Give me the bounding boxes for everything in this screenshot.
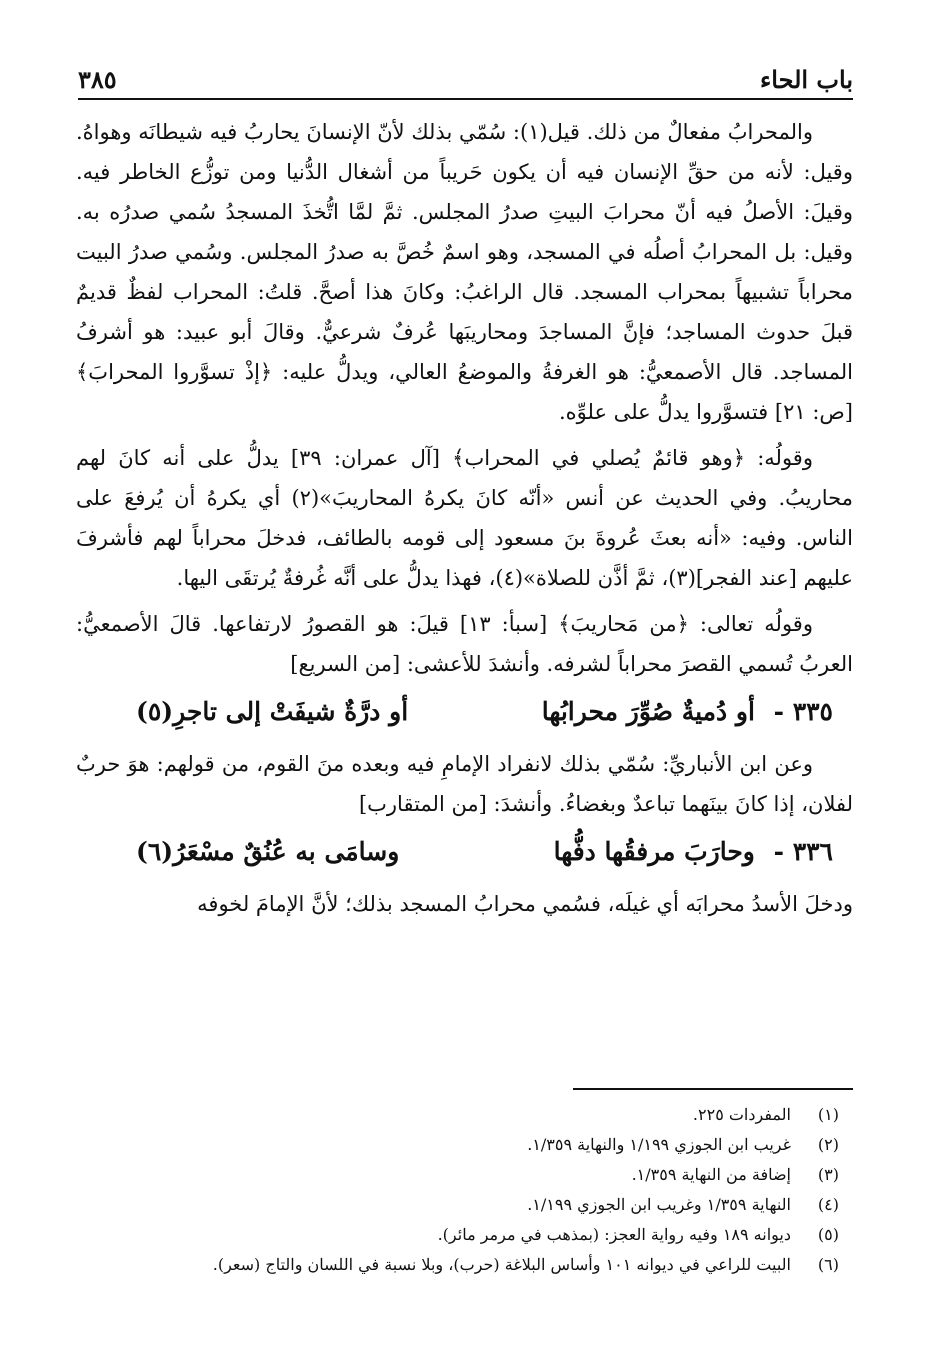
footnote-text: ديوانه ١٨٩ وفيه رواية العجز: (بمذهب في مرمر مائر). <box>437 1225 791 1244</box>
footnote-text: المفردات ٢٢٥. <box>692 1105 791 1124</box>
footnote-divider <box>573 1088 853 1090</box>
footnote-number: (٥) <box>817 1225 839 1244</box>
chapter-title: باب الحاء <box>759 65 853 94</box>
verse-number: ٣٣٦ - <box>773 837 833 866</box>
paragraph: ودخلَ الأسدُ محرابَه أي غيلَه، فسُمي محرابُ المسجد بذلك؛ لأنَّ الإمامَ لخوفه <box>197 892 853 916</box>
footnote-number: (٤) <box>817 1195 839 1214</box>
verse-336 <box>136 830 833 874</box>
footnotes <box>90 1100 839 1280</box>
footnote-text: البيت للراعي في ديوانه ١٠١ وأساس البلاغة (حرب)، وبلا نسبة في اللسان والتاج (سعر). <box>212 1255 791 1274</box>
verse-first-half: ٣٣٦ - وحارَبَ مرفقُها دفُّها <box>553 837 833 866</box>
footnote <box>90 1100 839 1130</box>
verse-335 <box>136 690 833 734</box>
paragraph: والمحرابُ مفعالٌ من ذلك. قيل(١): سُمّي بذلك لأنّ الإنسانَ يحاربُ فيه شيطانَه وهواهُ. وقيل: لأنه من حقِّ الإنسان فيه أن يكون حَريباً من أشغال الدُّنيا ومن توزُّع الخاطر فيه. وقيلَ: الأصلُ فيه أنّ محرابَ البيتِ صدرُ المجلس. ثمَّ لمَّا اتُّخذَ المسجدُ سُمي صدرُه به. وقيل: بل المحرابُ أصلُه في المسجد، وهو اسمٌ خُصَّ به صدرُ المجلس. وسُمي صدرُ البيت محراباً تشبيهاً بمحراب المسجد. قال الراغبُ: وكانَ هذا أصحَّ. قلتُ: المحراب لفظٌ قديمٌ قبلَ حدوث المساجد؛ فإنَّ المساجدَ ومحاريبَها عُرفٌ شرعيٌّ. وقالَ أبو عبيد: هو أشرفُ المساجد. قال الأصمعيُّ: هو الغرفةُ والموضعُ العالي، ويدلُّ عليه: ﴿إذْ تسوَّروا المحرابَ﴾ [ص: ٢١] فتسوَّروا يدلُّ على علوِّه. <box>76 120 853 424</box>
page-number: ٣٨٥ <box>78 65 117 94</box>
paragraph: وقولُه: ﴿وهو قائمٌ يُصلي في المحراب﴾ [آل عمران: ٣٩] يدلُّ على أنه كانَ لهم محاريبُ. وفي الحديث عن أنس «أنّه كانَ يكرهُ المحاريبَ»(٢) أي يكرهُ أن يُرفعَ على الناس. وفيه: «أنه بعثَ عُروةَ بنَ مسعود إلى قومه بالطائف، فدخلَ محراباً لهم فأشرفَ عليهم [عند الفجر](٣)، ثمَّ أذَّن للصلاة»(٤)، فهذا يدلُّ على أنَّه غُرفةٌ يُرتقَى اليها. <box>76 446 853 590</box>
footnote-number: (٢) <box>817 1135 839 1154</box>
footnote-text: غريب ابن الجوزي ١/١٩٩ والنهاية ١/٣٥٩. <box>527 1135 791 1154</box>
footnote <box>90 1160 839 1190</box>
verse-first-half: ٣٣٥ - أو دُميةٌ صُوِّرَ محرابُها <box>541 697 833 726</box>
main-text <box>76 112 853 930</box>
verse-second-half: وسامَى به عُنُقٌ مسْعَرُ(٦) <box>136 837 400 866</box>
footnote <box>90 1130 839 1160</box>
verse-second-half: أو درَّةٌ شيفَتْ إلى تاجرِ(٥) <box>136 697 409 726</box>
paragraph: وعن ابن الأنباريِّ: سُمّي بذلك لانفراد الإمامِ فيه وبعده منَ القوم، من قولهم: هوَ حربٌ لفلان، إذا كانَ بينَهما تباعدٌ وبغضاءُ. وأنشدَ: [من المتقارب] <box>76 752 853 816</box>
footnote-number: (٣) <box>817 1165 839 1184</box>
footnote-number: (٦) <box>817 1255 839 1274</box>
footnote <box>90 1190 839 1220</box>
footnote <box>90 1220 839 1250</box>
footnote-text: النهاية ١/٣٥٩ وغريب ابن الجوزي ١/١٩٩. <box>527 1195 791 1214</box>
page-header <box>78 56 853 100</box>
footnote-number: (١) <box>817 1105 839 1124</box>
verse-number: ٣٣٥ - <box>773 697 833 726</box>
footnote <box>90 1250 839 1280</box>
paragraph: وقولُه تعالى: ﴿من مَحاريبَ﴾ [سبأ: ١٣] قيلَ: هو القصورُ لارتفاعها. قالَ الأصمعيُّ: العربُ تُسمي القصرَ محراباً لشرفه. وأنشدَ للأعشى: [من السريع] <box>76 612 853 676</box>
footnote-text: إضافة من النهاية ١/٣٥٩. <box>631 1165 791 1184</box>
